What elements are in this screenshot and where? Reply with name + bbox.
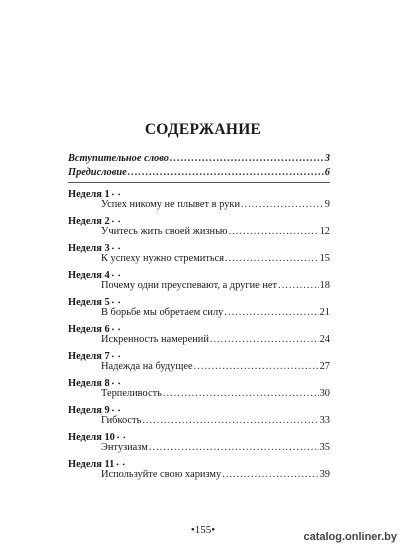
- dot-leader: [163, 389, 319, 399]
- bullet-dots-icon: • •: [111, 299, 122, 307]
- dot-leader: [241, 200, 324, 210]
- toc-entry-chapter: [68, 389, 330, 399]
- dot-leader: [210, 335, 319, 345]
- toc-page-number: 3: [324, 153, 330, 164]
- bullet-dots-icon: • •: [111, 191, 122, 199]
- bullet-dots-icon: • •: [111, 272, 122, 280]
- bullet-dots-icon: • •: [111, 218, 122, 226]
- dot-leader: [222, 470, 318, 480]
- bullet-dots-icon: • •: [116, 434, 127, 442]
- bullet-dots-icon: • •: [111, 407, 122, 415]
- week-heading-label: Неделя 5: [68, 297, 110, 308]
- dot-leader: [142, 416, 318, 426]
- toc-page-number: 27: [319, 361, 330, 372]
- week-heading-label: Неделя 2: [68, 216, 110, 227]
- bullet-dots-icon: • •: [111, 353, 122, 361]
- dot-leader: [149, 443, 319, 453]
- week-heading-label: Неделя 7: [68, 351, 110, 362]
- toc-entry-label: Терпеливость: [101, 388, 162, 399]
- page-title: СОДЕРЖАНИЕ: [144, 121, 262, 138]
- toc-entry-label: Успех никому не плывет в руки: [101, 199, 241, 210]
- week-heading-label: Неделя 6: [68, 324, 110, 335]
- dot-leader: [225, 254, 319, 264]
- toc-entry-label: К успеху нужно стремиться: [101, 253, 225, 264]
- toc-entry-label: Искренность намерений: [101, 334, 209, 345]
- dot-leader: [278, 281, 319, 291]
- toc-entry-label: Предисловие: [68, 167, 127, 178]
- week-heading-label: Неделя 4: [68, 270, 110, 281]
- dot-leader: [229, 227, 319, 237]
- toc-entry-chapter: [68, 335, 330, 345]
- bullet-dots-icon: • •: [111, 326, 122, 334]
- week-heading-label: Неделя 8: [68, 378, 110, 389]
- toc-entry-label: Энтузиазм: [101, 442, 148, 453]
- toc-page-number: 24: [319, 334, 330, 345]
- toc-entry-preface: [68, 168, 330, 178]
- toc-entry-chapter: [68, 470, 330, 480]
- toc-entry-label: Гибкость: [101, 415, 142, 426]
- toc-entry-chapter: [68, 281, 330, 291]
- toc-page-number: 18: [319, 280, 330, 291]
- bullet-dots-icon: • •: [111, 380, 122, 388]
- toc-entry-chapter: [68, 443, 330, 453]
- dot-leader: [170, 154, 324, 164]
- toc-page-number: 6: [324, 167, 330, 178]
- week-heading-label: Неделя 11: [68, 459, 115, 470]
- toc-entry-label: Вступительное слово: [68, 153, 169, 164]
- bullet-dots-icon: • •: [111, 245, 122, 253]
- toc-page-number: 21: [319, 307, 330, 318]
- toc-page-number: 15: [319, 253, 330, 264]
- toc-entry-label: Надежда на будущее: [101, 361, 193, 372]
- toc-entry-chapter: [68, 308, 330, 318]
- week-heading-label: Неделя 1: [68, 189, 110, 200]
- toc-entry-chapter: [68, 362, 330, 372]
- divider: [68, 182, 330, 183]
- week-heading-label: Неделя 3: [68, 243, 110, 254]
- page-number: •155•: [190, 524, 216, 536]
- toc-entry-label: Почему одни преуспевают, а другие нет: [101, 280, 278, 291]
- toc-page-number: 33: [319, 415, 330, 426]
- dot-leader: [224, 308, 318, 318]
- toc-page-number: 30: [319, 388, 330, 399]
- toc-entry-chapter: [68, 227, 330, 237]
- toc-page-number: 39: [319, 469, 330, 480]
- week-heading-label: Неделя 10: [68, 432, 115, 443]
- toc-entry-label: Используйте свою харизму: [101, 469, 222, 480]
- bullet-dots-icon: • •: [116, 461, 126, 469]
- toc-entry-label: Учитесь жить своей жизнью: [101, 226, 228, 237]
- dot-leader: [128, 168, 324, 178]
- watermark: catalog.onliner.by: [303, 531, 397, 543]
- dot-leader: [194, 362, 319, 372]
- toc-entry-chapter: [68, 416, 330, 426]
- week-heading-label: Неделя 9: [68, 405, 110, 416]
- weeks-list: [68, 189, 330, 480]
- toc-page-number: 12: [319, 226, 330, 237]
- toc-entry-label: В борьбе мы обретаем силу: [101, 307, 224, 318]
- toc-page-number: 35: [319, 442, 330, 453]
- table-of-contents: [68, 150, 330, 482]
- toc-page-number: 9: [324, 199, 330, 210]
- toc-entry-foreword: [68, 154, 330, 164]
- toc-entry-chapter: [68, 254, 330, 264]
- toc-entry-chapter: [68, 200, 330, 210]
